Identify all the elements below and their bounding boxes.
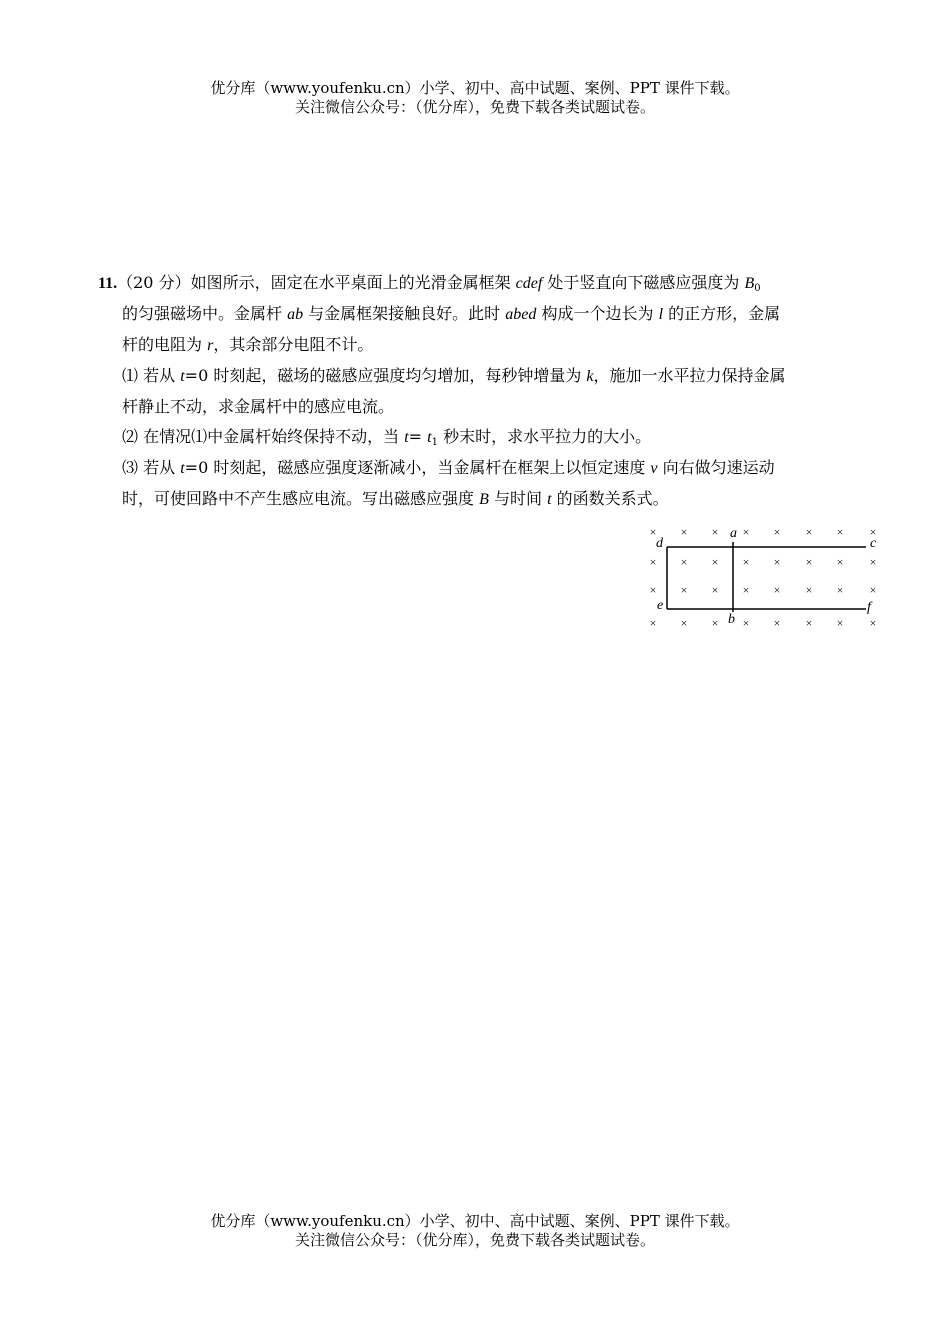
question-text: 在情况: [138, 427, 192, 446]
field-x-mark: ×: [773, 616, 781, 630]
intro-text: ，其余部分电阻不计。: [213, 335, 374, 354]
var-t: t: [547, 491, 552, 508]
question-text: 向右做匀速运动: [657, 458, 775, 477]
question-2: [98, 422, 902, 453]
footer-line-2: 关注微信公众号：（优分库），免费下载各类试题试卷。: [294, 1231, 655, 1249]
field-x-mark: ×: [711, 616, 719, 630]
label-f: f: [867, 600, 871, 615]
question-text: 时，可使回路中不产生感应电流。写出磁感应强度: [122, 489, 480, 508]
field-x-mark: ×: [773, 583, 781, 597]
subscript-1: 1: [431, 437, 438, 448]
var-ab: ab: [287, 306, 304, 323]
intro-text: 构成一个边长为: [536, 304, 659, 323]
field-x-mark: ×: [711, 555, 719, 569]
label-d: d: [656, 536, 663, 551]
question-text: =0 时刻起，磁感应强度逐渐减小，当金属杆在框架上以恒定速度: [184, 458, 651, 477]
field-x-mark: ×: [836, 555, 844, 569]
var-l: l: [658, 306, 664, 323]
var-cdef: cdef: [515, 275, 543, 292]
question-3-line-2: [98, 484, 902, 515]
question-1-marker: ⑴: [122, 366, 139, 385]
field-x-mark: ×: [649, 583, 657, 597]
question-text: 杆静止不动，求金属杆中的感应电流。: [122, 397, 395, 416]
magnetic-field-diagram: [642, 522, 882, 634]
field-x-mark: ×: [711, 525, 719, 539]
problem-score: （20 分）: [117, 273, 191, 292]
field-x-mark: ×: [680, 525, 688, 539]
field-x-mark: ×: [805, 555, 813, 569]
question-text: 若从: [138, 366, 181, 385]
var-B: B: [744, 275, 755, 292]
question-text: ，施加一水平拉力保持金属: [593, 366, 786, 385]
intro-text: 如图所示，固定在水平桌面上的光滑金属框架: [190, 273, 516, 292]
intro-text: 的匀强磁场中。金属杆: [122, 304, 288, 323]
field-marks: [650, 525, 877, 630]
field-x-mark: ×: [742, 583, 750, 597]
var-B: B: [479, 491, 489, 508]
label-b: b: [728, 612, 735, 627]
field-x-mark: ×: [680, 616, 688, 630]
field-x-mark: ×: [711, 583, 719, 597]
question-1-line-2: [98, 392, 902, 422]
var-t1: t: [427, 429, 432, 446]
question-1-line-1: [98, 361, 902, 392]
question-text: =: [408, 427, 428, 446]
header-line-1: 优分库（www.youfenku.cn）小学、初中、高中试题、案例、PPT 课件下载。: [210, 79, 740, 97]
var-v: v: [650, 460, 658, 477]
field-x-mark: ×: [869, 525, 877, 539]
field-x-mark: ×: [742, 616, 750, 630]
field-x-mark: ×: [680, 583, 688, 597]
field-x-mark: ×: [805, 525, 813, 539]
label-c: c: [870, 536, 877, 551]
problem-intro-line-1: [98, 268, 902, 299]
intro-text: 杆的电阻为: [122, 335, 208, 354]
var-k: k: [586, 368, 594, 385]
question-text: 与时间: [488, 489, 548, 508]
intro-text: 与金属框架接触良好。此时: [303, 304, 506, 323]
problem-11: [98, 268, 902, 515]
field-x-mark: ×: [869, 616, 877, 630]
field-x-mark: ×: [836, 616, 844, 630]
field-x-mark: ×: [773, 555, 781, 569]
problem-number: 11.: [98, 275, 118, 292]
var-abed: abed: [505, 306, 537, 323]
question-ref: ⑴: [191, 427, 208, 446]
question-2-marker: ⑵: [122, 427, 139, 446]
field-x-mark: ×: [649, 555, 657, 569]
field-x-mark: ×: [742, 555, 750, 569]
label-e: e: [657, 598, 664, 613]
page-footer: [0, 1212, 950, 1250]
var-r: r: [207, 337, 214, 354]
problem-intro-line-2: [98, 299, 902, 330]
header-line-2: 关注微信公众号：（优分库），免费下载各类试题试卷。: [294, 98, 655, 116]
field-x-mark: ×: [836, 583, 844, 597]
label-a: a: [730, 526, 737, 541]
field-x-mark: ×: [869, 583, 877, 597]
field-x-mark: ×: [742, 525, 750, 539]
question-text: 中金属杆始终保持不动，当: [207, 427, 405, 446]
field-x-mark: ×: [805, 616, 813, 630]
footer-line-1: 优分库（www.youfenku.cn）小学、初中、高中试题、案例、PPT 课件下载。: [210, 1212, 740, 1230]
question-text: 的函数关系式。: [551, 489, 669, 508]
var-t: t: [404, 429, 409, 446]
field-x-mark: ×: [649, 616, 657, 630]
problem-intro-line-3: [98, 330, 902, 361]
intro-text: 处于竖直向下磁感应强度为: [542, 273, 745, 292]
field-x-mark: ×: [805, 583, 813, 597]
question-3-line-1: [98, 453, 902, 484]
field-x-mark: ×: [773, 525, 781, 539]
question-3-marker: ⑶: [122, 458, 139, 477]
question-text: 若从: [138, 458, 181, 477]
intro-text: 的正方形，金属: [663, 304, 781, 323]
question-text: 秒末时，求水平拉力的大小。: [438, 427, 652, 446]
var-t: t: [180, 460, 185, 477]
field-x-mark: ×: [869, 555, 877, 569]
page-header: [0, 79, 950, 117]
var-t: t: [180, 368, 185, 385]
field-x-mark: ×: [836, 525, 844, 539]
field-x-mark: ×: [649, 525, 657, 539]
question-text: =0 时刻起，磁场的磁感应强度均匀增加，每秒钟增量为: [184, 366, 587, 385]
field-x-mark: ×: [680, 555, 688, 569]
subscript-0: 0: [754, 283, 761, 294]
